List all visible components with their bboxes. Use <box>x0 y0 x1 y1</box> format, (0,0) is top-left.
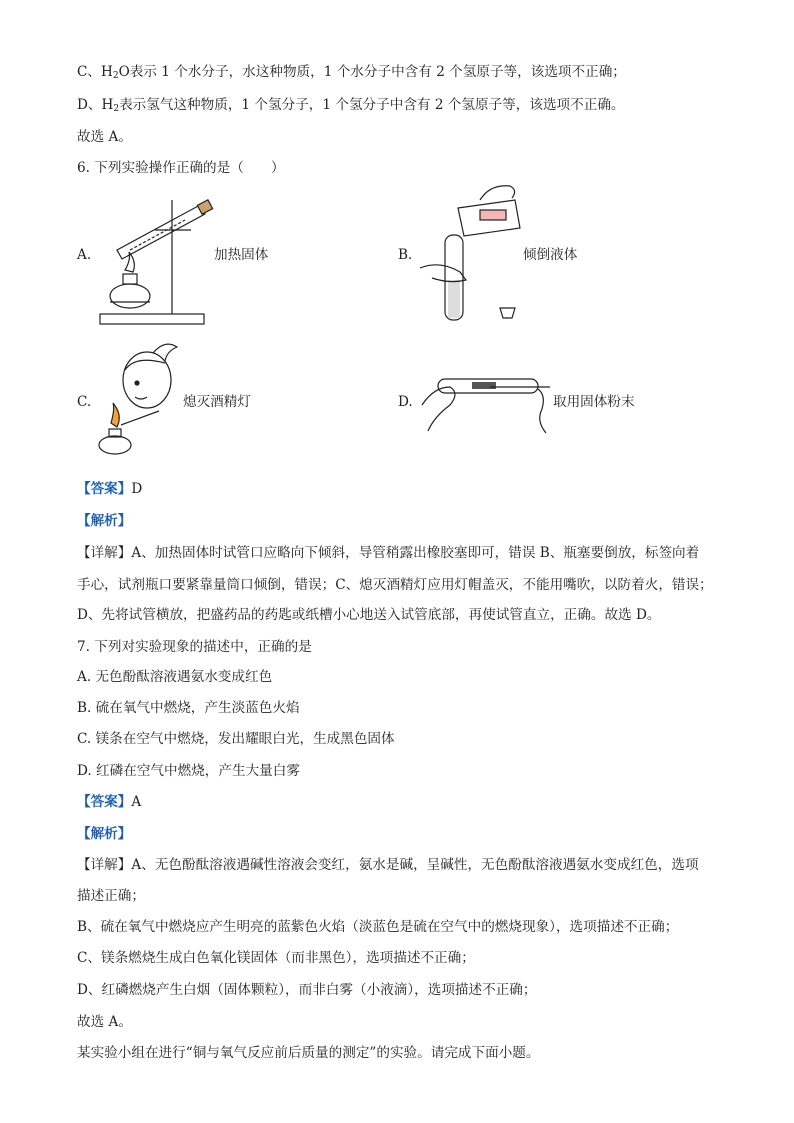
option-d-caption: 取用固体粉末 <box>553 394 635 410</box>
analysis-tag: 【解析】 <box>77 513 132 529</box>
heating-solid-figure <box>95 190 215 330</box>
detail-line: 描述正确； <box>77 888 145 904</box>
extinguish-lamp-figure <box>95 335 185 465</box>
detail-line: D、先将试管横放，把盛药品的药匙或纸槽小心地送入试管底部，再使试管直立，正确。故选 D。 <box>77 607 661 623</box>
q7-option-b: B. 硫在氧气中燃烧，产生淡蓝色火焰 <box>77 700 300 716</box>
closing-line: 某实验小组在进行“铜与氧气反应前后质量的测定”的实验。请完成下面小题。 <box>77 1045 540 1061</box>
question-6-stem: 6. 下列实验操作正确的是（ ） <box>77 160 285 176</box>
detail-line: C、镁条燃烧生成白色氧化镁固体（而非黑色），选项描述不正确； <box>77 950 475 966</box>
detail-line: B、硫在氧气中燃烧应产生明亮的蓝紫色火焰（淡蓝色是硫在空气中的燃烧现象），选项描述不正确； <box>77 919 679 935</box>
answer-value: D <box>131 481 143 497</box>
q7-option-a: A. 无色酚酞溶液遇氨水变成红色 <box>77 669 273 685</box>
pouring-liquid-figure <box>420 180 530 330</box>
detail-line: 手心，试剂瓶口要紧靠量筒口倾倒，错误；C、熄灭酒精灯应用灯帽盖灭，不能用嘴吹，以防着火，错误； <box>77 577 713 593</box>
text-line: 故选 A。 <box>77 129 132 145</box>
analysis-tag: 【解析】 <box>77 826 132 842</box>
option-c-caption: 熄灭酒精灯 <box>183 394 251 410</box>
answer-tag: 【答案】 <box>77 481 132 497</box>
detail-line: D、红磷燃烧产生白烟（固体颗粒），而非白雾（小液滴），选项描述不正确； <box>77 982 537 998</box>
answer-line <box>77 479 142 499</box>
text-line: C、$H_2O$表示 1 个水分子，水这种物质，1 个水分子中含有 2 个氢原子等，该选项不正确； <box>77 64 626 81</box>
detail-line: 【详解】A、无色酚酞溶液遇碱性溶液会变红，氨水是碱，呈碱性，无色酚酞溶液遇氨水变成红色，选项 <box>77 857 699 873</box>
take-powder-figure <box>420 365 555 435</box>
option-a-letter: A. <box>77 247 92 263</box>
option-b-letter: B. <box>398 247 413 263</box>
conclusion-line: 故选 A。 <box>77 1014 132 1030</box>
option-d-letter: D. <box>398 394 413 410</box>
answer-value: A <box>131 794 142 810</box>
q7-option-c: C. 镁条在空气中燃烧，发出耀眼白光，生成黑色固体 <box>77 731 395 747</box>
option-a-caption: 加热固体 <box>214 247 269 263</box>
option-c-letter: C. <box>77 394 92 410</box>
question-7-stem: 7. 下列对实验现象的描述中，正确的是 <box>77 639 312 655</box>
detail-line: 【详解】A、加热固体时试管口应略向下倾斜，导管稍露出橡胶塞即可，错误 B、瓶塞要倒放，标签向着 <box>77 545 700 561</box>
option-b-caption: 倾倒液体 <box>523 247 578 263</box>
answer-line: 【答案】A <box>77 794 142 810</box>
q7-option-d: D. 红磷在空气中燃烧，产生大量白雾 <box>77 763 300 779</box>
text-line: D、$H_2$表示氢气这种物质，1 个氢分子，1 个氢分子中含有 2 个氢原子等，该选项不正确。 <box>77 97 625 114</box>
